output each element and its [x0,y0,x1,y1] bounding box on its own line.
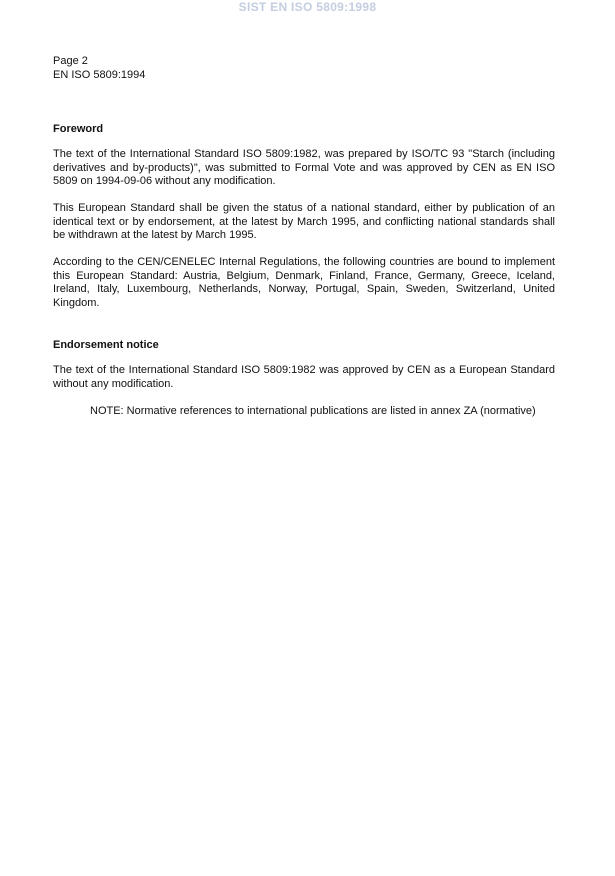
page-header [53,54,145,82]
endorsement-heading: Endorsement notice [53,339,159,351]
normative-note: NOTE: Normative references to international publications are listed in annex ZA (normative) [90,405,536,417]
document-reference: EN ISO 5809:1994 [53,69,146,81]
foreword-paragraph-1: The text of the International Standard ISO 5809:1982, was prepared by ISO/TC 93 "Starch (including derivatives and by-products)", was submitted to Formal Vote and was approved by CEN as EN ISO 5809 on 1994-09-06 without any modification. [53,148,555,187]
foreword-paragraph-3: According to the CEN/CENELEC Internal Regulations, the following countries are bound to implement this European Standard: Austria, Belgium, Denmark, Finland, France, Germany, Greece, Iceland, Ireland, Italy, Luxembourg, Netherlands, Norway, Portugal, Spain, Sweden, Switzerland, United Kingdom. [53,256,555,309]
foreword-heading: Foreword [53,123,104,135]
page-number: Page 2 [53,55,88,67]
endorsement-paragraph: The text of the International Standard ISO 5809:1982 was approved by CEN as a European Standard without any modification. [53,364,555,390]
foreword-paragraph-2: This European Standard shall be given the status of a national standard, either by publication of an identical text or by endorsement, at the latest by March 1995, and conflicting national standards shall be withdrawn at the latest by March 1995. [53,202,555,241]
watermark: SIST EN ISO 5809:1998 [238,0,377,14]
